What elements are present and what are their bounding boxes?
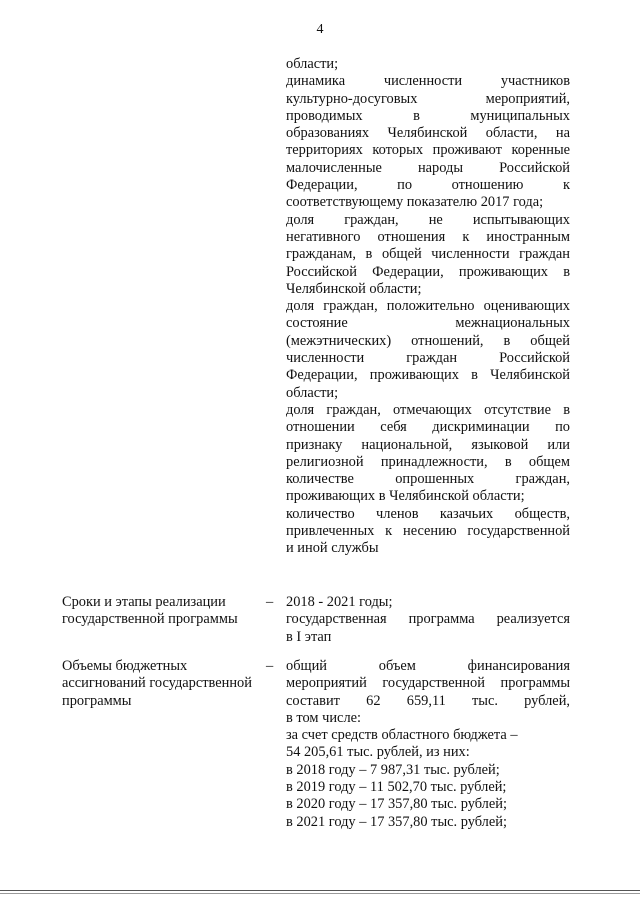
text-line: привлеченных к несению государственной <box>286 523 570 540</box>
text-line: религиозной принадлежности, в общем <box>286 453 570 470</box>
text-line: проживающих в Челябинской области; <box>286 488 525 505</box>
label-line: Сроки и этапы реализации <box>62 594 226 610</box>
text-line: малочисленные народы Российской <box>286 159 570 176</box>
text-line: численности граждан Российской <box>286 350 570 367</box>
label-line: программы <box>62 692 132 709</box>
text-line: доля граждан, отмечающих отсутствие в <box>286 401 570 418</box>
label-line: государственной программы <box>62 611 238 628</box>
text-line: 54 205,61 тыс. рублей, из них: <box>286 744 470 761</box>
text-line: образованиях Челябинской области, на <box>286 125 570 142</box>
text-line: состояние межнациональных <box>286 315 570 332</box>
targets-indicators-block <box>286 56 570 558</box>
text-line: Челябинской области; <box>286 280 422 297</box>
label-line: ассигнований государственной <box>62 675 252 692</box>
text-line: доля граждан, положительно оценивающих <box>286 298 570 315</box>
text-line: динамика численности участников <box>286 73 570 90</box>
text-line: доля граждан, не испытывающих <box>286 211 570 228</box>
text-line: культурно-досуговых мероприятий, <box>286 90 570 107</box>
text-line: в том числе: <box>286 709 362 726</box>
text-line: мероприятий государственной программы <box>286 675 570 692</box>
text-line: в I этап <box>286 628 332 645</box>
label-line: Объемы бюджетных <box>62 658 188 674</box>
budget-section-content <box>286 658 570 831</box>
text-line: (межэтнических) отношений, в общей <box>286 332 570 349</box>
text-line: 2018 - 2021 годы; <box>286 594 393 610</box>
text-line: территориях которых проживают коренные <box>286 142 570 159</box>
text-line: гражданам, в общей численности граждан <box>286 246 570 263</box>
text-line: Федерации, проживающих в Челябинской <box>286 367 570 384</box>
text-line: негативного отношения к иностранным <box>286 228 570 245</box>
text-line: в 2018 году – 7 987,31 тыс. рублей; <box>286 761 500 778</box>
text-line: в 2021 году – 17 357,80 тыс. рублей; <box>286 813 507 830</box>
text-line: составит 62 659,11 тыс. рублей, <box>286 692 570 709</box>
text-line: признаку национальной, языковой или <box>286 436 570 453</box>
text-line: количестве опрошенных граждан, <box>286 471 570 488</box>
text-line: области; <box>286 384 339 401</box>
section-dash: – <box>266 594 274 610</box>
text-line: Федерации, по отношению к <box>286 177 570 194</box>
terms-section-content <box>286 594 570 646</box>
page-bottom-rule <box>0 893 640 894</box>
text-line: проводимых в муниципальных <box>286 107 570 124</box>
text-line: общий объем финансирования <box>286 658 570 674</box>
page-bottom-rule <box>0 890 640 891</box>
text-line: за счет средств областного бюджета – <box>286 727 518 744</box>
text-line: отношении себя дискриминации по <box>286 419 570 436</box>
budget-section-label <box>62 658 272 710</box>
text-line: в 2019 году – 11 502,70 тыс. рублей; <box>286 779 507 796</box>
text-line: соответствующему показателю 2017 года; <box>286 194 544 211</box>
text-line: количество членов казачьих обществ, <box>286 505 570 522</box>
terms-section-label <box>62 594 272 629</box>
page-number: 4 <box>316 22 324 37</box>
text-line: области; <box>286 56 339 72</box>
text-line: и иной службы <box>286 540 379 557</box>
section-dash: – <box>266 658 274 674</box>
text-line: Российской Федерации, проживающих в <box>286 263 570 280</box>
text-line: государственная программа реализуется <box>286 611 570 628</box>
text-line: в 2020 году – 17 357,80 тыс. рублей; <box>286 796 507 813</box>
